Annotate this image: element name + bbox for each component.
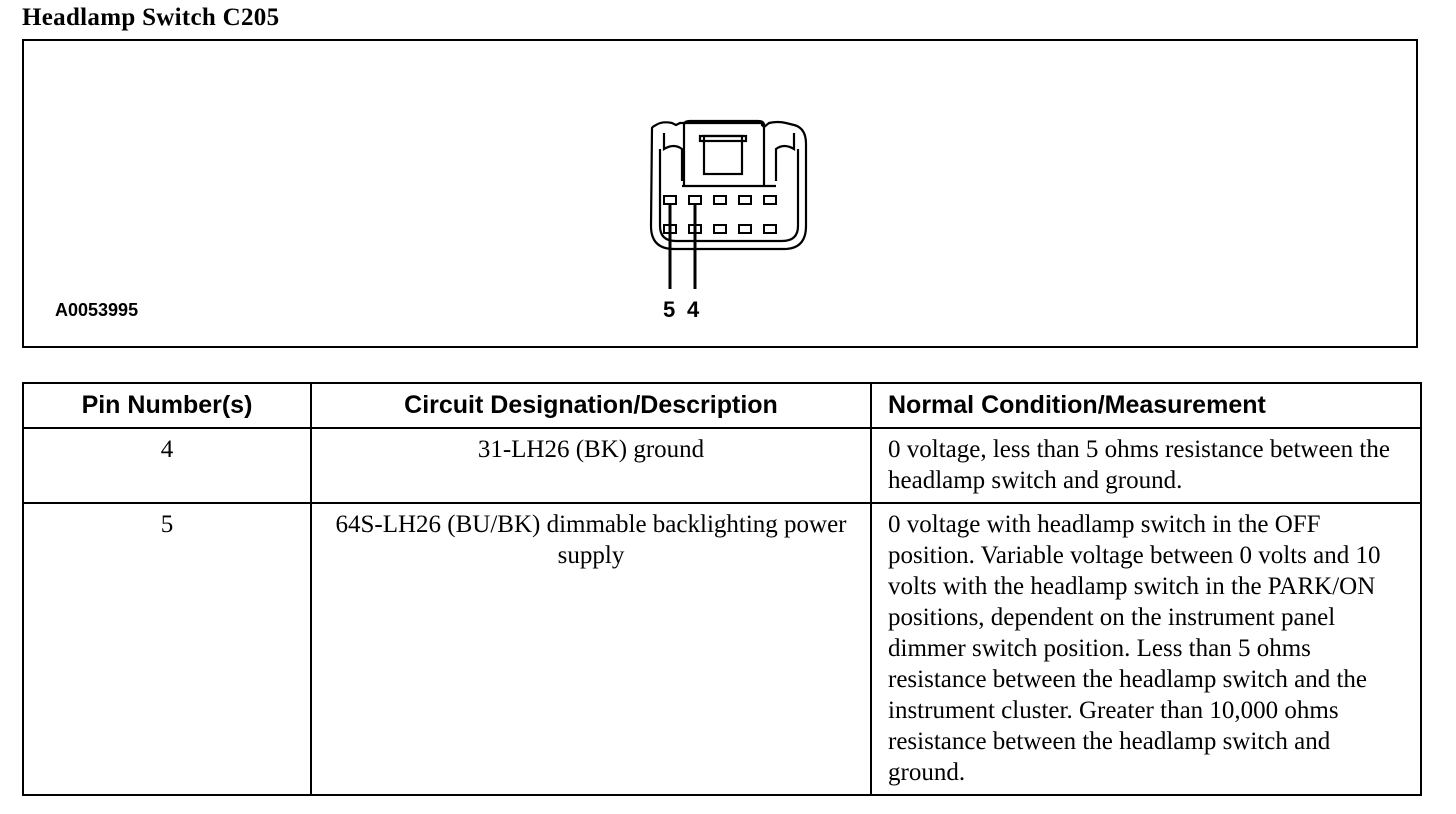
pin-label-5: 5 [663, 297, 676, 322]
condition-cell: 0 voltage with headlamp switch in the OFF position. Variable voltage between 0 volts and 10 volts with the headlamp switch in the PARK/ON positions, dependent on the instrument panel dimmer switch position. Less than 5 ohms resistance between the headlamp switch and the instrument cluster. Greater than 10,000 ohms resistance between the headlamp switch and ground. [871, 503, 1421, 795]
cavity-row-bottom [664, 225, 776, 233]
table-row [23, 428, 1421, 503]
cavity-row-top [664, 196, 776, 204]
pin-number-cell: 4 [23, 428, 311, 503]
circuit-cell: 64S-LH26 (BU/BK) dimmable backlighting power supply [311, 503, 871, 795]
page-title: Headlamp Switch C205 [22, 4, 280, 31]
table-row [23, 503, 1421, 795]
connector-diagram [22, 39, 1418, 348]
pin-number-cell: 5 [23, 503, 311, 795]
pin-label-4: 4 [687, 297, 700, 322]
connector-c205-drawing [24, 41, 1420, 350]
table-header-row [23, 383, 1421, 428]
header-pin-numbers: Pin Number(s) [23, 383, 311, 428]
header-condition: Normal Condition/Measurement [871, 383, 1421, 428]
figure-id: A0053995 [55, 300, 139, 320]
pin-table [22, 382, 1422, 796]
circuit-cell: 31-LH26 (BK) ground [311, 428, 871, 503]
header-circuit: Circuit Designation/Description [311, 383, 871, 428]
condition-cell: 0 voltage, less than 5 ohms resistance between the headlamp switch and ground. [871, 428, 1421, 503]
